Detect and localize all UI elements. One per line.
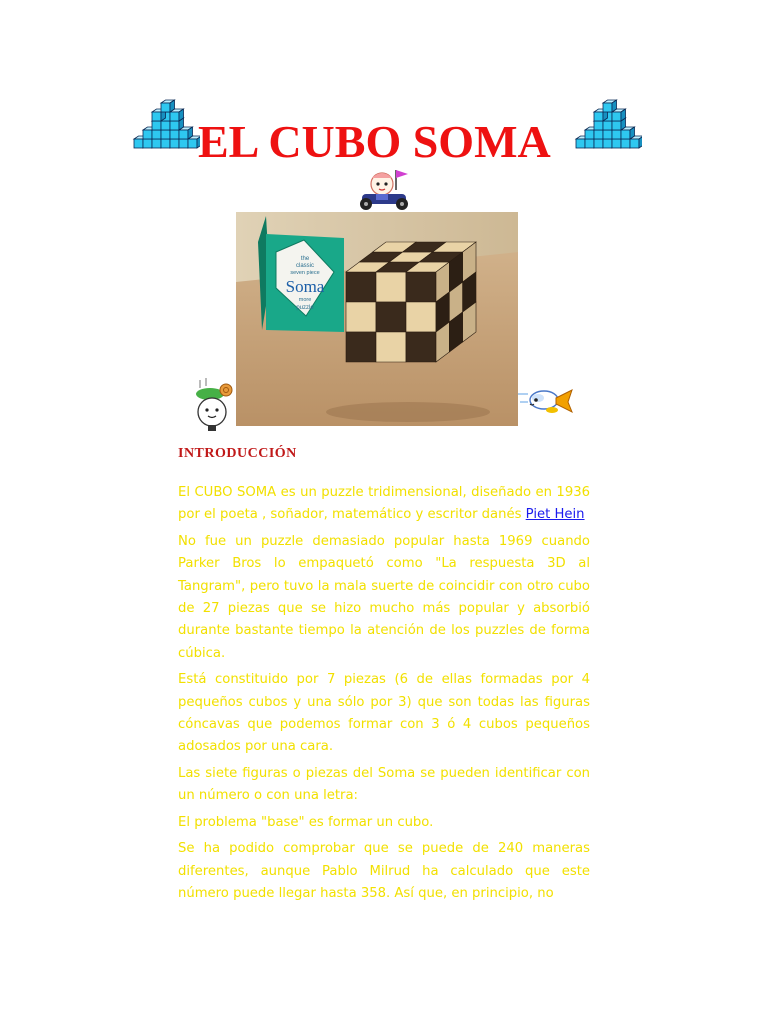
cube-block [143, 139, 152, 148]
snail-character-icon [192, 376, 240, 432]
cube-block [612, 112, 621, 121]
cube-block [152, 121, 161, 130]
cube-block [603, 121, 612, 130]
cube-block [603, 103, 612, 112]
cube-block [152, 112, 161, 121]
article-body [178, 482, 590, 909]
cube-block [585, 139, 594, 148]
box-text-line3: seven piece [290, 270, 320, 276]
cube-block [161, 121, 170, 130]
cube-block [152, 139, 161, 148]
box-text-line2: classic [295, 263, 315, 269]
cube-block [603, 130, 612, 139]
page-title: EL CUBO SOMA [198, 116, 551, 167]
piet-hein-link[interactable]: Piet Hein [525, 507, 585, 523]
cube-face-tile [406, 302, 436, 332]
cube-block [170, 121, 179, 130]
cube-block [585, 130, 594, 139]
soma-wooden-cube [346, 242, 476, 362]
cube-block [170, 139, 179, 148]
cube-block [603, 139, 612, 148]
kart-character-icon [356, 166, 412, 212]
cube-face-tile [346, 272, 376, 302]
paragraph: Está constituido por 7 piezas (6 de ellas formadas por 4 pequeños cubos y una sólo por 3) que son todas las figuras cóncavas que podemos formar con 3 ó 4 cubos pequeños adosados por una cara. [178, 672, 590, 755]
cube-block [161, 139, 170, 148]
cube-stack [576, 100, 642, 148]
paragraph-text: El CUBO SOMA es un puzzle tridimensional, diseñado en 1936 por el poeta , soñador, matemático y escritor danés [178, 485, 590, 523]
cube-face-tile [376, 332, 406, 362]
paragraph: Las siete figuras o piezas del Soma se pueden identificar con un número o con una letra: [178, 765, 590, 804]
cube-block [612, 130, 621, 139]
cube-face-tile [406, 332, 436, 362]
cube-block [594, 121, 603, 130]
cube-block [161, 130, 170, 139]
cube-block [594, 112, 603, 121]
cube-block [576, 139, 585, 148]
box-text-line1: the [300, 256, 310, 262]
cube-block [594, 139, 603, 148]
cube-block [188, 139, 197, 148]
box-text-line4: more [298, 297, 312, 303]
paragraph: El problema "base" es formar un cubo. [178, 814, 434, 830]
cube-block [594, 130, 603, 139]
cube-block [134, 139, 143, 148]
paragraph: Se ha podido comprobar que se puede de 240 maneras diferentes, aunque Pablo Milrud ha calculado que este número puede llegar hasta 358. Así que, en principio, no [178, 841, 590, 901]
cube-block [170, 130, 179, 139]
header [0, 88, 768, 168]
cube-pyramid-icon [566, 90, 642, 156]
cube-stack [134, 100, 200, 148]
paragraph [178, 482, 590, 527]
cube-block [152, 130, 161, 139]
cube-face-tile [406, 272, 436, 302]
cube-face-tile [376, 302, 406, 332]
cube-block [161, 103, 170, 112]
paragraph: No fue un puzzle demasiado popular hasta 1969 cuando Parker Bros lo empaquetó como "La respuesta 3D al Tangram", pero tuvo la mala suerte de coincidir con otro cubo de 27 piezas que se hizo mucho más popular y absorbió durante bastante tiempo la atención de los puzzles de forma cúbica. [178, 533, 590, 661]
cube-face-tile [346, 302, 376, 332]
cube-block [612, 121, 621, 130]
cube-face-tile [346, 332, 376, 362]
box-text-line5: puzzle [296, 305, 314, 311]
soma-cube-photo [236, 212, 518, 426]
cube-block [621, 139, 630, 148]
cube-block [143, 130, 152, 139]
cube-block [179, 130, 188, 139]
cube-face-tile [376, 272, 406, 302]
section-heading: INTRODUCCIÓN [178, 446, 297, 461]
cube-pyramid-icon [124, 90, 200, 156]
cube-block [612, 139, 621, 148]
box-brand: Soma [285, 277, 325, 296]
cube-block [179, 139, 188, 148]
flying-fish-icon [516, 380, 576, 420]
cube-block [621, 130, 630, 139]
cube-block [170, 112, 179, 121]
cube-block [630, 139, 639, 148]
